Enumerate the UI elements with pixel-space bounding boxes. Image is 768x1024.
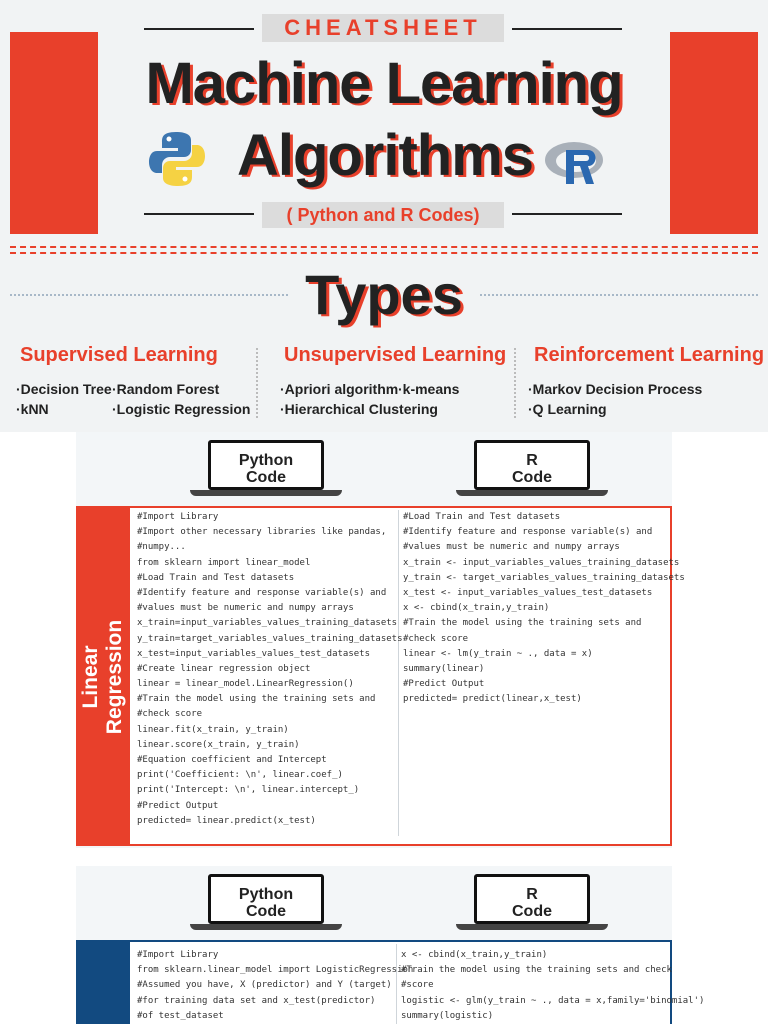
logistic-regression-label-bar — [76, 940, 130, 1024]
code-line: summary(logistic) — [401, 1010, 494, 1021]
python-code-laptop — [190, 874, 342, 932]
code-line: #Import Library — [137, 512, 219, 522]
reinforcement-heading: Reinforcement Learning — [534, 344, 765, 366]
red-accent-right — [670, 32, 758, 234]
r-code-laptop — [456, 440, 608, 498]
code-line: y_train <- target_variables_values_training_datasets — [403, 572, 685, 583]
linear-regression-label: Linear Regression — [79, 619, 126, 735]
laptop-label: Python Code — [238, 452, 294, 486]
code-line: linear = linear_model.LinearRegression() — [137, 679, 354, 690]
code-line: x <- cbind(x_train,y_train) — [401, 950, 548, 960]
code-line: #Load Train and Test datasets — [137, 572, 295, 583]
laptop-base — [190, 924, 342, 930]
code-line: #values must be numeric and numpy arrays — [137, 603, 354, 614]
unsupervised-item: ·Apriori algorithm — [280, 381, 399, 397]
supervised-item: ·Decision Tree — [16, 381, 112, 397]
laptop-base — [456, 490, 608, 496]
laptop-label: R Code — [512, 452, 552, 486]
laptop-label: Python Code — [238, 886, 294, 920]
code-line: #for training data set and x_test(predictor) — [137, 995, 376, 1006]
code-line: #Train the model using the training sets and — [137, 694, 376, 705]
supervised-item: ·Random Forest — [112, 381, 220, 397]
laptop-base — [456, 924, 608, 930]
code-line: predicted= linear.predict(x_test) — [137, 815, 316, 826]
code-line: print('Coefficient: \n', linear.coef_) — [137, 770, 343, 781]
code-divider — [396, 944, 397, 1024]
code-line: x_test=input_variables_values_test_datasets — [137, 648, 370, 659]
rule-line — [144, 213, 254, 215]
code-line: #Identify feature and response variable(s) and — [403, 527, 653, 538]
laptop-base — [190, 490, 342, 496]
r-code-laptop — [456, 874, 608, 932]
dashed-divider — [10, 252, 758, 254]
supervised-heading: Supervised Learning — [20, 344, 218, 366]
code-line: x_train <- input_variables_values_training_datasets — [403, 557, 680, 568]
python-code-laptop — [190, 440, 342, 498]
code-line: from sklearn.linear_model import LogisticRegression — [137, 965, 414, 976]
code-line: #Import other necessary libraries like pandas, — [137, 527, 387, 538]
code-line: #of test_dataset — [137, 1010, 224, 1021]
rule-line — [144, 28, 254, 30]
code-line: y_train=target_variables_values_training_datasets — [137, 633, 403, 644]
code-line: #Load Train and Test datasets — [403, 512, 561, 522]
dotted-divider — [10, 294, 288, 296]
code-line: predicted= predict(linear,x_test) — [403, 694, 582, 705]
code-line: #Import Library — [137, 950, 219, 960]
unsupervised-item: ·Hierarchical Clustering — [280, 401, 438, 417]
python-logo-icon — [148, 130, 206, 188]
dotted-divider — [480, 294, 758, 296]
cheatsheet-label: CHEATSHEET — [284, 15, 482, 40]
reinforcement-item: ·Markov Decision Process — [528, 381, 703, 397]
code-line: print('Intercept: \n', linear.intercept_) — [137, 785, 360, 796]
code-line: #check score — [403, 633, 469, 644]
code-line: x_train=input_variables_values_training_datasets — [137, 618, 398, 629]
logistic-regression-r-code — [401, 948, 705, 1024]
code-line: #score — [401, 980, 434, 991]
laptop-label: R Code — [512, 886, 552, 920]
code-line: x <- cbind(x_train,y_train) — [403, 603, 550, 614]
code-line: #Train the model using the training sets and — [403, 618, 642, 629]
linear-regression-r-code — [403, 510, 685, 707]
red-accent-left — [10, 32, 98, 234]
code-divider — [398, 510, 399, 836]
rule-line — [512, 213, 622, 215]
page-title-line2: Algorithms — [236, 123, 534, 188]
r-logo-icon — [544, 138, 608, 188]
logistic-regression-python-code — [137, 948, 414, 1024]
supervised-item: ·kNN — [16, 401, 49, 417]
code-line: linear <- lm(y_train ~ ., data = x) — [403, 648, 593, 659]
code-line: #Create linear regression object — [137, 663, 311, 674]
code-line: #Equation coefficient and Intercept — [137, 755, 327, 765]
code-line: #Predict Output — [137, 800, 219, 811]
code-line: from sklearn import linear_model — [137, 557, 311, 568]
code-line: #Train the model using the training sets and check — [401, 965, 672, 976]
code-line: #numpy... — [137, 542, 186, 553]
code-line: logistic <- glm(y_train ~ ., data = x,family='binomial') — [401, 995, 705, 1006]
code-line: summary(linear) — [403, 663, 485, 674]
linear-regression-python-code — [137, 510, 403, 829]
column-separator — [256, 348, 258, 418]
code-line: #check score — [137, 709, 203, 720]
page-title-line1: Machine Learning — [145, 51, 623, 116]
unsupervised-heading: Unsupervised Learning — [284, 344, 507, 366]
reinforcement-item: ·Q Learning — [528, 401, 607, 417]
code-line: #values must be numeric and numpy arrays — [403, 542, 620, 553]
dashed-divider — [10, 246, 758, 248]
code-line: #Assumed you have, X (predictor) and Y (target) — [137, 980, 392, 991]
code-line: linear.fit(x_train, y_train) — [137, 724, 289, 735]
subtitle: ( Python and R Codes) — [286, 205, 480, 225]
code-line: #Identify feature and response variable(s) and — [137, 587, 387, 598]
column-separator — [514, 348, 516, 418]
unsupervised-item: ·k-means — [398, 381, 460, 397]
code-line: linear.score(x_train, y_train) — [137, 739, 300, 750]
code-line: x_test <- input_variables_values_test_datasets — [403, 587, 653, 598]
rule-line — [512, 28, 622, 30]
code-line: #Predict Output — [403, 679, 485, 690]
supervised-item: ·Logistic Regression — [112, 401, 251, 417]
types-title: Types — [305, 263, 463, 326]
